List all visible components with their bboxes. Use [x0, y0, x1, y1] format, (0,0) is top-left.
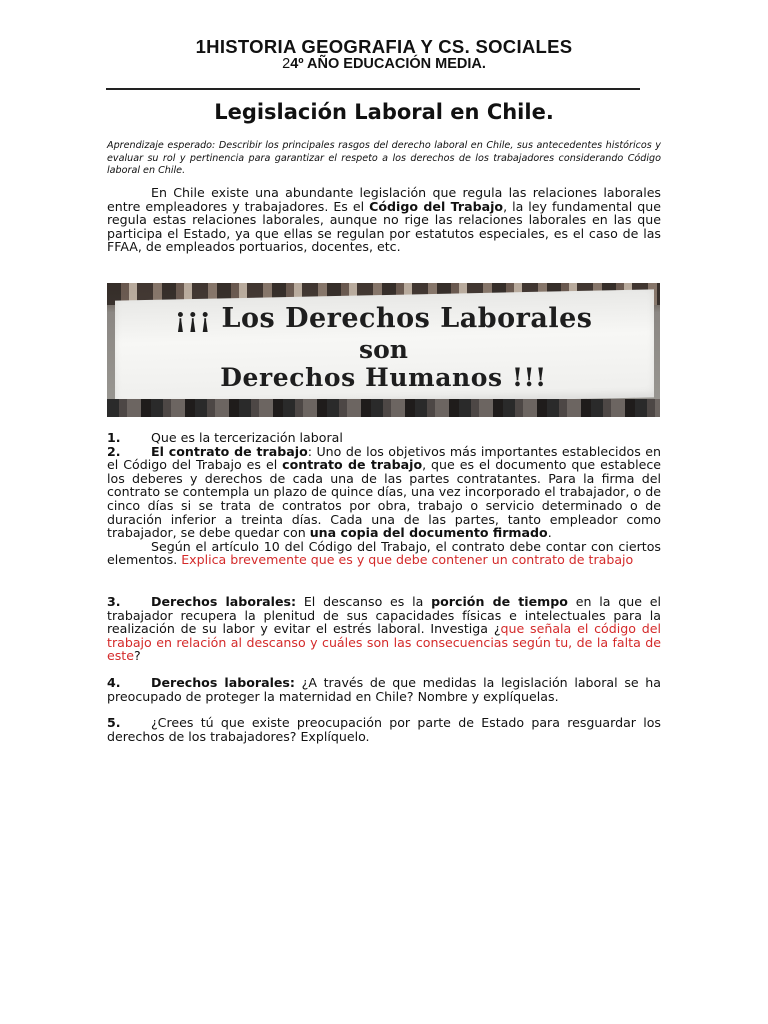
item-2-heading: El contrato de trabajo	[151, 443, 308, 459]
list-item-5	[107, 716, 661, 743]
list-item-4	[107, 676, 661, 703]
protest-banner-photo	[107, 283, 660, 417]
item-2-bold-copia: una copia del documento firmado	[309, 525, 548, 541]
list-item-1	[107, 431, 661, 445]
item-5-text: ¿Crees tú que existe preocupación por parte de Estado para resguardar los derechos de los trabajadores? Explíquelo.	[107, 715, 661, 744]
item-4-text: ¿A través de que medidas la legislación laboral se ha preocupado de proteger la maternidad en Chile? Nombre y explíquelas.	[107, 674, 661, 704]
item-3-heading: Derechos laborales:	[151, 593, 297, 609]
page-title: Legislación Laboral en Chile.	[214, 100, 554, 124]
question-list	[107, 431, 661, 743]
item-2-text-c: .	[547, 525, 552, 541]
item-number: 2.	[107, 443, 121, 459]
subject-heading: 1HISTORIA GEOGRAFIA Y CS. SOCIALES	[195, 36, 573, 57]
intro-part1: En Chile existe una abundante legislación que regula las relaciones laborales entre empleadores y trabajadores. Es el	[107, 185, 661, 214]
item-3-text-a: El descanso es la	[296, 593, 432, 609]
item-2-bold-contrato: contrato de trabajo	[282, 457, 423, 473]
item-2-text-a: : Uno de los objetivos más importantes establecidos en el Código del Trabajo es el	[107, 443, 661, 473]
banner-line1: ¡¡¡ Los Derechos Laborales	[174, 303, 593, 334]
item-number: 1.	[107, 430, 121, 445]
grade-heading-number: 2	[282, 56, 291, 72]
item-2-task: Explica brevemente que es y que debe contener un contrato de trabajo	[181, 552, 634, 568]
spacer	[107, 567, 661, 595]
banner-line3: Derechos Humanos !!!	[220, 363, 547, 392]
crowd-bottom	[107, 399, 660, 417]
item-number: 3.	[107, 593, 121, 609]
header-divider	[106, 88, 640, 90]
item-3-text-b: en la que el trabajador recupera la plenitud de sus capacidades físicas e intelectuales para la realización de su labor y evitar el estrés laboral. Investiga ¿	[107, 593, 661, 637]
banner-line2: son	[359, 335, 408, 364]
grade-heading	[0, 56, 768, 72]
item-1-text: Que es la tercerización laboral	[151, 430, 343, 445]
item-2-text-b: , que es el documento que establece los deberes y derechos de cada una de las partes contratantes. Para la firma del contrato se contempla un plazo de quince días, una vez incorporado el trabajador, o de cinco días si se trata de contratos por obra, trabajo o servicio determinado o de duración inferior a treinta días. Cada una de las partes, tanto empleador como trabajador, se debe quedar con	[107, 457, 661, 541]
item-2-text-d: Según el artículo 10 del Código del Trabajo, el contrato debe contar con ciertos elementos.	[107, 538, 661, 568]
intro-part2: , la ley fundamental que regula estas relaciones laborales, aunque no rige las relaciones laborales en las que participa el Estado, ya que ellas se regulan por estatutos especiales, es el caso de las FFAA, de empleados portuarios, docentes, etc.	[107, 198, 661, 255]
item-4-heading: Derechos laborales:	[151, 674, 295, 690]
list-item-2	[107, 445, 661, 567]
intro-paragraph	[107, 186, 661, 254]
item-number: 5.	[107, 715, 121, 731]
item-3-text-c: ?	[134, 648, 141, 664]
item-number: 4.	[107, 674, 121, 690]
item-3-task: que señala el código del trabajo en relación al descanso y cuáles son las consecuencias según tu, de la falta de este	[107, 621, 661, 664]
item-3-bold-porcion: porción de tiempo	[431, 593, 568, 609]
list-item-3	[107, 595, 661, 663]
grade-heading-text: 4º AÑO EDUCACIÓN MEDIA.	[290, 56, 486, 72]
intro-bold-codigo: Código del Trabajo	[369, 198, 504, 214]
learning-objective: Aprendizaje esperado: Describir los principales rasgos del derecho laboral en Chile, sus antecedentes históricos y evaluar su rol y pertinencia para garantizar el respeto a los derechos de los trabajadores considerando Código laboral en Chile.	[107, 140, 661, 176]
